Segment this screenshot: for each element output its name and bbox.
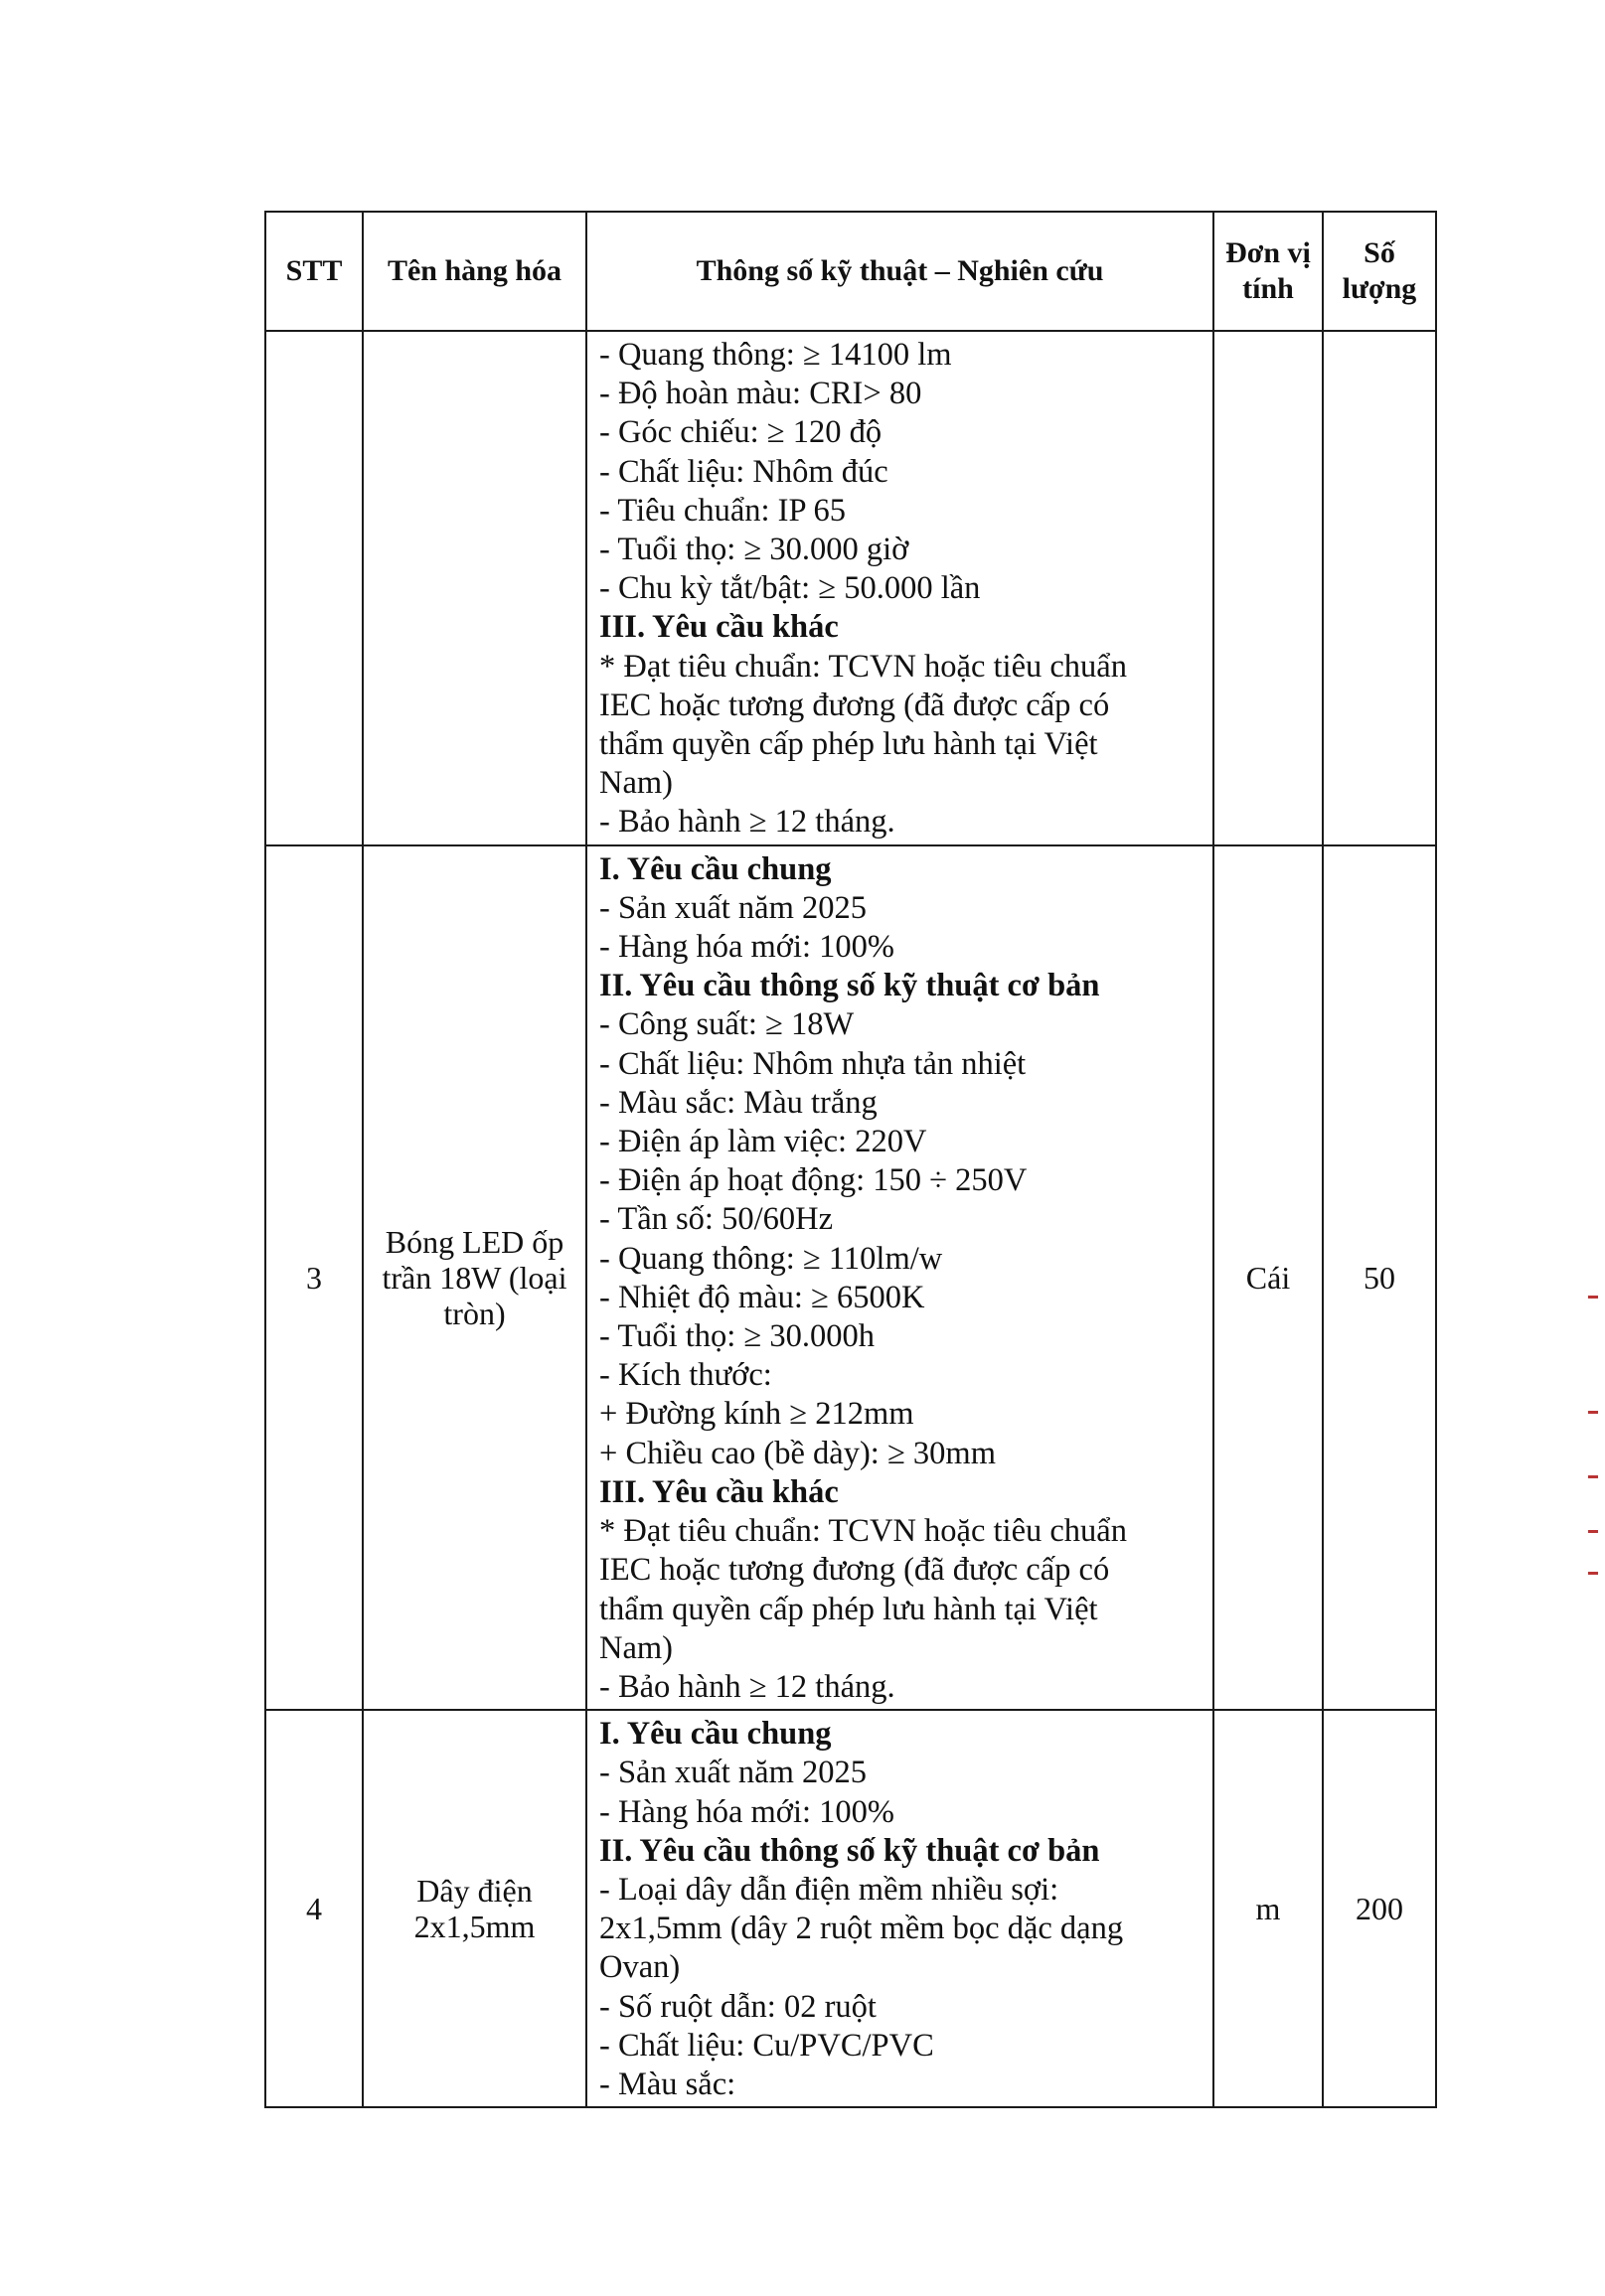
spec-line: - Quang thông: ≥ 14100 lm	[599, 337, 952, 373]
row-qty: 200	[1323, 1710, 1436, 2107]
spec-line: - Chất liệu: Nhôm đúc	[599, 453, 888, 490]
table-header-row	[265, 212, 1436, 331]
spec-line: - Độ hoàn màu: CRI> 80	[599, 376, 922, 412]
spec-line: IEC hoặc tương đương (đã được cấp có	[599, 1552, 1110, 1589]
header-stt: STT	[265, 212, 363, 331]
spec-section-heading: II. Yêu cầu thông số kỹ thuật cơ bản	[599, 1832, 1100, 1869]
table-row	[265, 1710, 1436, 2107]
spec-line: - Quang thông: ≥ 110lm/w	[599, 1240, 943, 1277]
row-unit: m	[1213, 1710, 1323, 2107]
spec-line: - Sản xuất năm 2025	[599, 1755, 867, 1791]
spec-line: * Đạt tiêu chuẩn: TCVN hoặc tiêu chuẩn	[599, 648, 1127, 685]
row-spec	[586, 1710, 1213, 2107]
row-name: Bóng LED ốp trần 18W (loại tròn)	[363, 845, 586, 1710]
spec-line: 2x1,5mm (dây 2 ruột mềm bọc dặc dạng	[599, 1911, 1124, 1947]
specification-table	[264, 211, 1437, 2108]
spec-line: - Tiêu chuẩn: IP 65	[599, 492, 846, 529]
spec-line: IEC hoặc tương đương (đã được cấp có	[599, 687, 1110, 723]
header-qty: Số lượng	[1323, 212, 1436, 331]
spec-line: - Chu kỳ tắt/bật: ≥ 50.000 lần	[599, 570, 981, 607]
spec-line: * Đạt tiêu chuẩn: TCVN hoặc tiêu chuẩn	[599, 1513, 1127, 1550]
row-unit: Cái	[1213, 845, 1323, 1710]
spec-line: thẩm quyền cấp phép lưu hành tại Việt	[599, 1591, 1098, 1627]
spec-line: thẩm quyền cấp phép lưu hành tại Việt	[599, 726, 1098, 763]
spec-line: - Góc chiếu: ≥ 120 độ	[599, 414, 883, 451]
spec-line: - Tần số: 50/60Hz	[599, 1201, 833, 1238]
row-stt	[265, 331, 363, 845]
spec-line: - Màu sắc:	[599, 2066, 736, 2102]
row-qty: 50	[1323, 845, 1436, 1710]
spec-line: - Điện áp hoạt động: 150 ÷ 250V	[599, 1162, 1028, 1199]
spec-line: - Tuổi thọ: ≥ 30.000 giờ	[599, 532, 909, 568]
row-qty	[1323, 331, 1436, 845]
spec-line: - Bảo hành ≥ 12 tháng.	[599, 804, 895, 841]
row-stt: 3	[265, 845, 363, 1710]
row-stt: 4	[265, 1710, 363, 2107]
header-unit: Đơn vị tính	[1213, 212, 1323, 331]
spec-section-heading: III. Yêu cầu khác	[599, 1473, 839, 1510]
spec-line: Nam)	[599, 765, 673, 802]
row-name: Dây điện 2x1,5mm	[363, 1710, 586, 2107]
stamp-edge-marks	[1588, 1292, 1602, 1590]
spec-line: - Nhiệt độ màu: ≥ 6500K	[599, 1279, 925, 1315]
row-spec	[586, 331, 1213, 845]
spec-section-heading: I. Yêu cầu chung	[599, 1716, 832, 1753]
spec-line: - Công suất: ≥ 18W	[599, 1006, 855, 1043]
spec-line: - Màu sắc: Màu trắng	[599, 1084, 878, 1121]
spec-line: Ovan)	[599, 1949, 681, 1986]
spec-line: + Chiều cao (bề dày): ≥ 30mm	[599, 1435, 996, 1471]
spec-line: - Kích thước:	[599, 1357, 772, 1394]
spec-line: - Loại dây dẫn điện mềm nhiều sợi:	[599, 1871, 1059, 1908]
row-unit	[1213, 331, 1323, 845]
spec-line: - Chất liệu: Nhôm nhựa tản nhiệt	[599, 1045, 1027, 1082]
row-name	[363, 331, 586, 845]
spec-line: - Số ruột dẫn: 02 ruột	[599, 1988, 877, 2025]
spec-line: Nam)	[599, 1629, 673, 1666]
header-name: Tên hàng hóa	[363, 212, 586, 331]
spec-line: - Sản xuất năm 2025	[599, 889, 867, 926]
row-spec	[586, 845, 1213, 1710]
spec-line: - Chất liệu: Cu/PVC/PVC	[599, 2027, 934, 2064]
spec-section-heading: III. Yêu cầu khác	[599, 609, 839, 646]
spec-line: - Hàng hóa mới: 100%	[599, 929, 894, 966]
table-row	[265, 331, 1436, 845]
spec-line: - Điện áp làm việc: 220V	[599, 1124, 927, 1160]
spec-line: - Hàng hóa mới: 100%	[599, 1793, 894, 1830]
spec-line: - Tuổi thọ: ≥ 30.000h	[599, 1318, 875, 1355]
spec-line: + Đường kính ≥ 212mm	[599, 1396, 914, 1433]
spec-section-heading: II. Yêu cầu thông số kỹ thuật cơ bản	[599, 968, 1100, 1004]
spec-line: - Bảo hành ≥ 12 tháng.	[599, 1668, 895, 1705]
table-row	[265, 845, 1436, 1710]
header-spec: Thông số kỹ thuật – Nghiên cứu	[586, 212, 1213, 331]
spec-section-heading: I. Yêu cầu chung	[599, 850, 832, 887]
